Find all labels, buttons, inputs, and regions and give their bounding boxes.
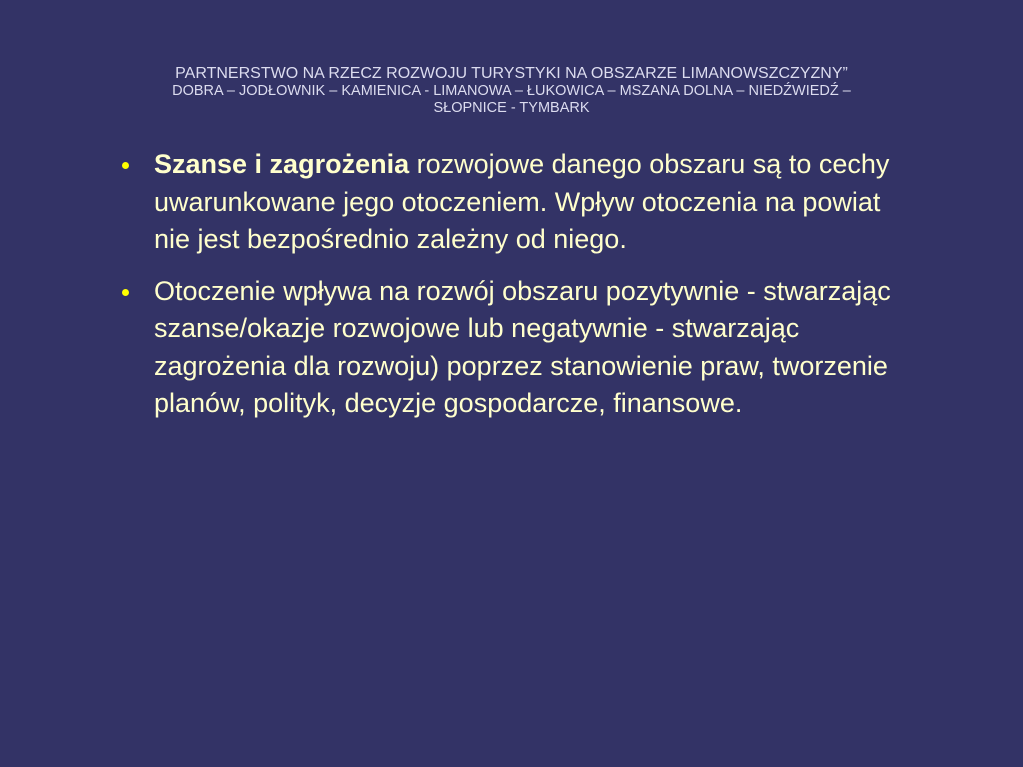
- bullet-dot-icon: [122, 289, 129, 296]
- bullet-dot-icon: [122, 162, 129, 169]
- header-communes-line-2: SŁOPNICE - TYMBARK: [433, 100, 590, 116]
- slide-body: [115, 146, 905, 437]
- bullet-item-1: [115, 146, 905, 259]
- slide-header: [60, 64, 963, 117]
- bullet-1-text: rozwojowe danego obszaru są to cechy uwarunkowane jego otoczeniem. Wpływ otoczenia na powiat nie jest bezpośrednio zależny od niego.: [154, 149, 890, 254]
- header-communes-line-1: DOBRA – JODŁOWNIK – KAMIENICA - LIMANOWA – ŁUKOWICA – MSZANA DOLNA – NIEDŹWIEDŹ –: [172, 83, 851, 99]
- bullet-item-2: [115, 273, 905, 423]
- bullet-1-bold-text: Szanse i zagrożenia: [154, 149, 410, 179]
- header-title: PARTNERSTWO NA RZECZ ROZWOJU TURYSTYKI NA OBSZARZE LIMANOWSZCZYZNY”: [175, 65, 848, 82]
- bullet-2-text: Otoczenie wpływa na rozwój obszaru pozytywnie - stwarzając szanse/okazje rozwojowe lub negatywnie - stwarzając zagrożenia dla rozwoju) poprzez stanowienie praw, tworzenie planów, polityk, decyzje gospodarcze, finansowe.: [154, 275, 891, 418]
